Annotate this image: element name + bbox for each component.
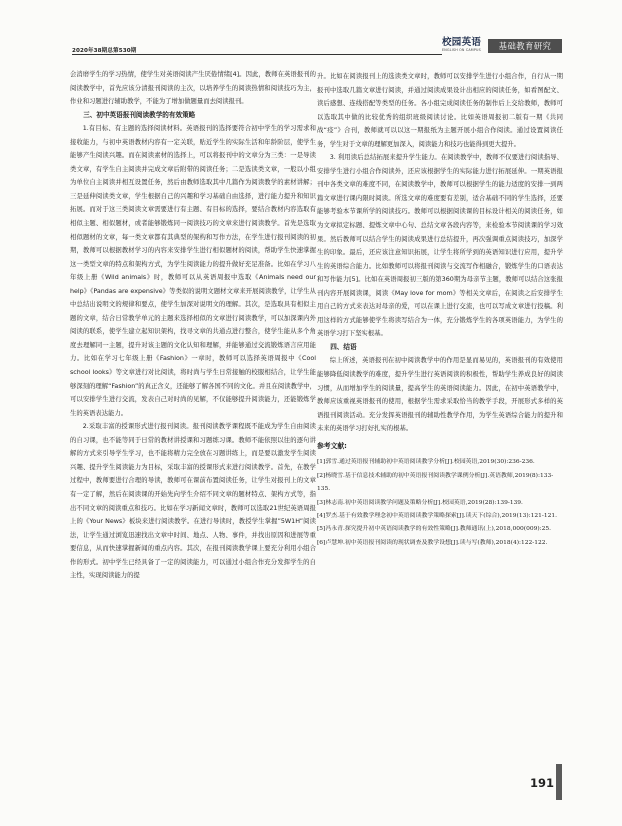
left-column [70,68,316,583]
right-paragraph: 综上所述，英语报刊在初中阅读教学中的作用是显而易见的，英语报刊的有效使用能够降低阅读教学的难度，提升学生进行英语阅读的积极性，帮助学生养成良好的阅读习惯，从而增加学生的阅读量，提高学生的英语阅读能力。因此，在初中英语教学中，教师应该重视英语报刊的使用，根据学生需求采取恰当的教学手段，开展形式多样的英语报刊阅读活动。充分发挥英语报刊的辅助性教学作用，为学生英语综合能力的提升和未来的英语学习打好扎实的根基。 [317,357,563,433]
left-paragraph: 会消磨学生的学习热情，使学生对英语阅读产生厌倦情绪[4]。因此，教师在英语报刊的阅读教学中，首先应该分清报刊阅读的主次，以培养学生的阅读热情和阅读技巧为主，作业和习题进行辅助教学，不能为了增加做题量而去阅读报刊。 [70,71,316,106]
reference-item: [5]冯永青.探究提升初中英语阅读教学的有效性策略[J].教师通讯(上),2018,000(009):25. [317,526,551,533]
left-heading: 三、初中英语报刊阅读教学的有效策略 [83,110,196,119]
reference-item: [1]郭雪.通过英语报刊辅助初中英语阅读教学分析[J].校园英语,2019(30):236-236. [317,459,535,466]
reference-item: [6]卢慧坤.初中英语报刊阅读的现状调查及教学设想[J].读与写(教师),2018(4):122-122. [317,539,548,546]
reference-item: [4]罗杰.基于有效教学理念初中英语阅读教学策略探索[J].读天下(综合),2019(13):121-121. [317,512,557,519]
right-paragraph: 3. 利用读后总结拓展来提升学生能力。在阅读教学中，教师不仅要进行阅读指导、安排学生进行小组合作阅读外，还应该根据学生的实际能力进行拓展延伸。一期英语报刊中各类文章的难度不同，在阅读教学中，教师可以根据学生的能力适度的安排一到两篇文章进行课内限时阅读。所选文章的难度要有差别，适合基础不同的学生选择，还要能够考验本节课所学的阅读技巧。教师可以根据阅读课的目标设计相关的阅读任务，如为文章拟定标题、提炼文章中心句、总结文章各段内容等，来检验本节阅读课的学习效果。然后教师可以结合学生的阅读成果进行总结提升，再次强调重点阅读技巧，加深学生的印象。最后，还应该注意知识拓展，让学生将所学到的英语知识进行应用，提升学生的英语综合能力。比如教师可以将报刊阅读与交流写作相融合，锻炼学生的口语表达和写作能力[5]。比如在英语周报初三版的第360期为母亲节主题，教师可以结合这张报刊内容开展阅读课，阅读《May love for mom》等相关文章后，在阅读之后安排学生用自己的方式来表达对母亲的爱，可以在课上进行交流，也可以写成文章进行投稿。利用这样的方式能够使学生将读写结合为一体，充分锻炼学生的各项英语能力，为学生的英语学习打下坚实根基。 [317,154,563,338]
journal-subtitle: ENGLISH ON CAMPUS [442,48,481,52]
page-number: 191 [530,776,555,790]
references-list [317,456,563,550]
journal-logo [442,38,482,56]
reference-item: [3]林志南.初中英语阅读教学问题及策略分析[J].校园英语,2019(28):139-139. [317,499,523,506]
reference-item: [2]杨晓雪.基于信息技术辅助的初中英语报刊阅读教学课例分析[J].英语教师,2019(8):133-135. [317,472,554,493]
right-heading: 四、结语 [330,342,357,351]
right-column [317,70,563,550]
page-edge-mark [556,764,562,800]
left-paragraph: 2.采取丰富的授课形式进行报刊阅读。报刊阅读教学课程既不能成为学生自由阅读的自习课，也不能等同于日常的教材讲授课和习题练习课。教师不能依照以往的逐句讲解的方式来引导学生学习，也不能将精力完全放在习题讲练上，而是要以激发学生阅读兴趣、提升学生阅读能力为目标，采取丰富的授课形式来进行阅读教学。首先，在教学过程中，教师要进行合理的导读，教师可在课前布置阅读任务，让学生对报刊上的文章有一定了解，然后在阅读课的开始先向学生介绍不同文章的题材特点、架构方式等，指出不同文章的阅读重点和技巧。比如在学习新闻文章时，教师可以选取21世纪英语周报上的《Your News》板块来进行阅读教学。在进行导读时，教授学生掌握”5W1H”阅读法，让学生通过浏览迅速找出文章中时间、地点、人物、事件，并找出原因和进展等重要信息，从而快速掌握新闻的重点内容。其次，在报刊阅读教学课上要充分利用小组合作的形式。初中学生已经具备了一定的阅读能力，可以通过小组合作充分发挥学生的自主性，实现阅读能力的提 [70,423,316,580]
column-tag: 基础教育研究 [488,39,562,53]
journal-name: 校园英语 [442,37,482,48]
left-paragraph: 1.有目标、有主题的选择阅读材料。英语报刊的选择要符合初中学生的学习需求和接收能力，与初中英语教材内容有一定关联，贴近学生的实际生活和年龄阶层，使学生能够产生阅读兴趣。而在阅读素材的选择上，可以将报刊中的文章分为三类：一是导读类文章，有学生自主阅读并完成文章后附带的阅读任务；二是选读类文章，一般以小组为单位自主阅读并相互设置任务，然后由教师选取其中几篇作为阅读教学的素材讲解；三是延伸阅读类文章，学生根据自己的兴趣和学习基础自由选择，进行能力提升和知识拓展。而对于这三类阅读文章需要进行有主题、有目标的选择，要结合教材内容选取有相似主题、相似题材，或者能够锻炼同一阅读技巧的文章来进行阅读教学。首先是选取相似题材的文章，每一类文章都有其典型的架构和写作方法，在学生进行报刊阅读的初期，教师可以根据教材学习的内容来安排学生进行相似题材的阅读，帮助学生快速掌握这一类型文章的特点和架构方式，为学生阅读能力的提升做好充足准备。比如在学习八年级上册《Wild animals》时，教师可以从英语周报中选取《Animals need our help》《Pandas are expensive》等类似的说明文题材文章来开展阅读教学，让学生从中总结出说明文的规律和要点，使学生加深对说明文的理解。其次，是选取具有相似主题的文章，结合日常教学单元的主题来选择相似的文章进行阅读教学，可以加深课内外阅读的联系，使学生建立起知识架构，找寻文章的共通点进行整合，使学生能从多个角度去理解同一主题，提升对该主题的文化认知和理解，并能够通过交流锻炼语言应用能力。比如在学习七年级上册《Fashion》一章时，教师可以选择英语周报中《Cool school looks》等文章进行对比阅读，将时尚与学生日常接触的校服相结合，让学生能够深刻的理解“Fashion”的真正含义，还能够了解各国不同的文化。并且在阅读教学中，可以安排学生进行交流，发表自己对时尚的见解，不仅能够提升阅读能力，还能锻炼学生的英语表达能力。 [70,125,316,417]
right-paragraph: 升。比如在阅读报刊上的选读类文章时，教师可以安排学生进行小组合作，自行从一期报刊中选取几篇文章进行阅读，并通过阅读成果设计出相应的阅读任务，如看图配文、读后感想、连线搭配等类型的任务。各小组完成阅读任务的制作后上交给教师，教师可以选取其中做的比较优秀的组织班级阅读讨论。比如英语周报初二版有一期《共同战“疫”》合刊，教师就可以以这一期报纸为主题开展小组合作阅读。通过设置阅读任务，学生对于文章的理解更加深入，阅读能力和技巧也能得到更大提升。 [317,73,563,148]
references-title: 参考文献: [317,441,347,450]
page-header [0,38,622,56]
issue-label: 2020年38期总第530期 [72,48,137,54]
header-rule [72,54,442,55]
